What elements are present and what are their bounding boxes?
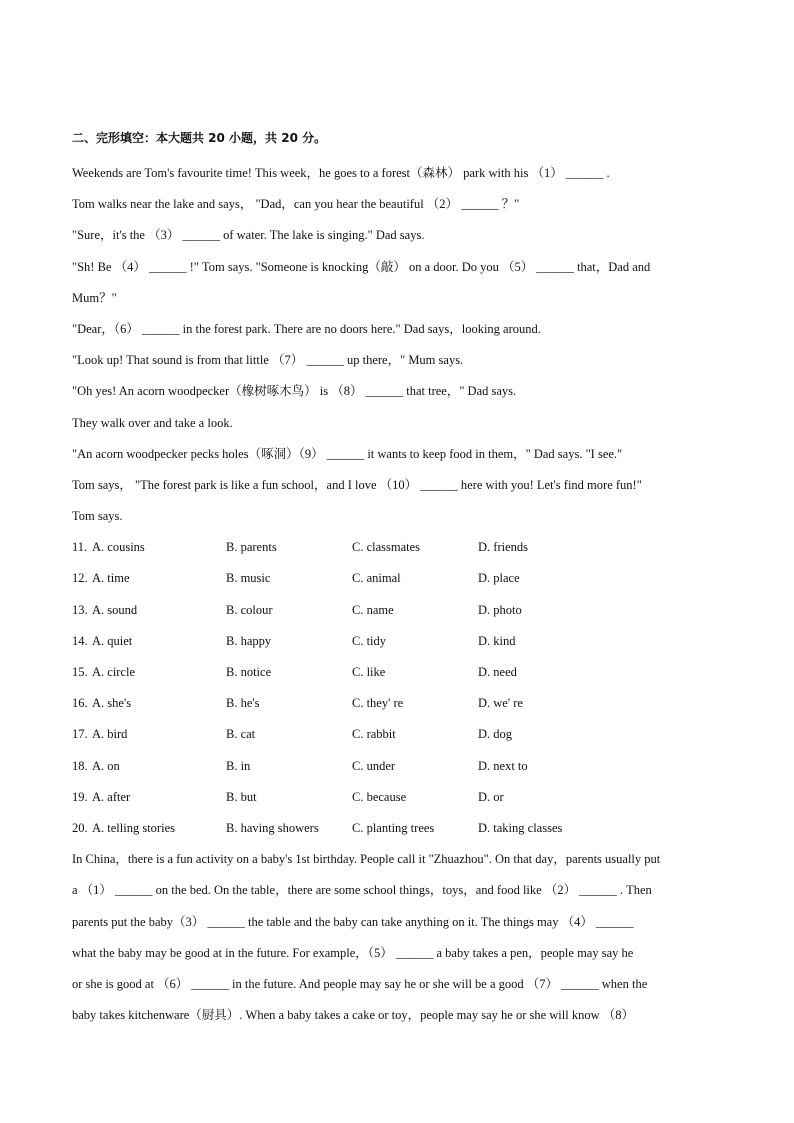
option-d: D. dog — [478, 727, 513, 742]
exam-page — [72, 130, 732, 1031]
passage-line: "Oh yes! An acorn woodpecker（橡树啄木鸟） is （8） ______ that tree，" Dad says. — [72, 384, 517, 399]
option-b: B. he's — [226, 696, 260, 711]
option-b: B. having showers — [226, 820, 319, 835]
option-a: A. on — [92, 758, 120, 773]
option-a: A. telling stories — [92, 820, 175, 835]
passage-line: "Dear，（6） ______ in the forest park. There are no doors here." Dad says，looking around. — [72, 321, 541, 336]
option-a: A. quiet — [92, 633, 133, 648]
passage-line: baby takes kitchenware（厨具）. When a baby takes a cake or toy，people may say he or she will know （8） — [72, 1008, 634, 1023]
option-d: D. need — [478, 665, 517, 679]
section-title: 二、完形填空：本大题共 20 小题，共 20 分。 — [72, 131, 327, 145]
question-row — [72, 595, 732, 626]
question-number: 16. — [72, 696, 88, 711]
question-number: 19. — [72, 789, 88, 804]
passage-line: a （1） ______ on the bed. On the table，there are some school things，toys，and food like （2） ______ . Then — [72, 883, 652, 898]
option-b: B. but — [226, 789, 257, 804]
option-c: C. animal — [352, 571, 401, 586]
passage-line: Tom walks near the lake and says， "Dad，can you hear the beautiful （2） ______ ？" — [72, 197, 520, 212]
question-row — [72, 532, 732, 563]
option-c: C. they' re — [352, 696, 404, 711]
option-c: C. tidy — [352, 633, 387, 648]
passage-line: Tom says. — [72, 509, 123, 524]
option-b: B. colour — [226, 602, 273, 617]
option-c: C. name — [352, 602, 394, 617]
option-d: D. kind — [478, 633, 516, 648]
passage-line: "Sure，it's the （3） ______ of water. The lake is singing." Dad says. — [72, 228, 425, 243]
option-a: A. cousins — [92, 540, 145, 555]
passage-line: In China，there is a fun activity on a baby's 1st birthday. People call it "Zhuazhou". On that day，parents usually put — [72, 852, 661, 867]
option-d: D. or — [478, 789, 504, 804]
question-number: 12. — [72, 571, 88, 586]
question-number: 20. — [72, 820, 88, 835]
option-d: D. we' re — [478, 696, 523, 711]
option-b: B. parents — [226, 540, 277, 555]
option-d: D. friends — [478, 540, 528, 555]
option-d: D. photo — [478, 602, 522, 617]
option-b: B. music — [226, 571, 271, 586]
option-b: B. cat — [226, 727, 256, 742]
option-b: B. notice — [226, 665, 272, 679]
option-a: A. she's — [92, 696, 132, 711]
option-b: B. happy — [226, 633, 272, 648]
passage-line: or she is good at （6） ______ in the future. And people may say he or she will be a good （7） ______ when the — [72, 976, 648, 991]
question-row — [72, 563, 732, 594]
question-row — [72, 657, 732, 688]
passage-line: They walk over and take a look. — [72, 415, 233, 430]
option-c: C. like — [352, 665, 386, 679]
passage-line: Mum？" — [72, 290, 117, 305]
option-a: A. circle — [92, 665, 136, 679]
question-row — [72, 782, 732, 813]
option-a: A. after — [92, 789, 131, 804]
passage-line: "Look up! That sound is from that little （7） ______ up there，" Mum says. — [72, 353, 464, 368]
question-number: 17. — [72, 727, 88, 742]
question-row — [72, 813, 732, 844]
option-d: D. taking classes — [478, 820, 563, 835]
passage-one — [72, 158, 732, 532]
option-d: D. place — [478, 571, 520, 586]
question-number: 18. — [72, 758, 88, 773]
passage-line: what the baby may be good at in the future. For example，（5） ______ a baby takes a pen，people may say he — [72, 945, 634, 960]
question-number: 14. — [72, 633, 88, 648]
question-number: 13. — [72, 602, 88, 617]
option-b: B. in — [226, 758, 251, 773]
option-a: A. time — [92, 571, 130, 586]
option-c: C. because — [352, 789, 407, 804]
option-c: C. under — [352, 758, 396, 773]
question-number: 15. — [72, 665, 88, 679]
option-a: A. bird — [92, 727, 128, 742]
passage-line: Tom says， "The forest park is like a fun school，and I love （10） ______ here with you! Let's find more fun!" — [72, 477, 642, 492]
question-row — [72, 688, 732, 719]
passage-line: "Sh! Be （4） ______ !" Tom says. "Someone is knocking（敲） on a door. Do you （5） ______ that，Dad and — [72, 259, 651, 274]
option-a: A. sound — [92, 602, 138, 617]
option-c: C. rabbit — [352, 727, 396, 742]
option-d: D. next to — [478, 758, 528, 773]
question-number: 11. — [72, 540, 88, 555]
passage-line: Weekends are Tom's favourite time! This week，he goes to a forest（森林） park with his （1） ______ . — [72, 166, 610, 180]
passage-line: parents put the baby（3） ______ the table and the baby can take anything on it. The things may （4） ______ — [72, 914, 634, 929]
option-c: C. planting trees — [352, 820, 435, 835]
question-row — [72, 719, 732, 750]
question-row — [72, 626, 732, 657]
question-list — [72, 532, 732, 844]
question-row — [72, 751, 732, 782]
option-c: C. classmates — [352, 540, 421, 555]
passage-line: "An acorn woodpecker pecks holes（啄洞）（9） ______ it wants to keep food in them，" Dad says. "I see." — [72, 446, 623, 461]
passage-two — [72, 844, 732, 1031]
